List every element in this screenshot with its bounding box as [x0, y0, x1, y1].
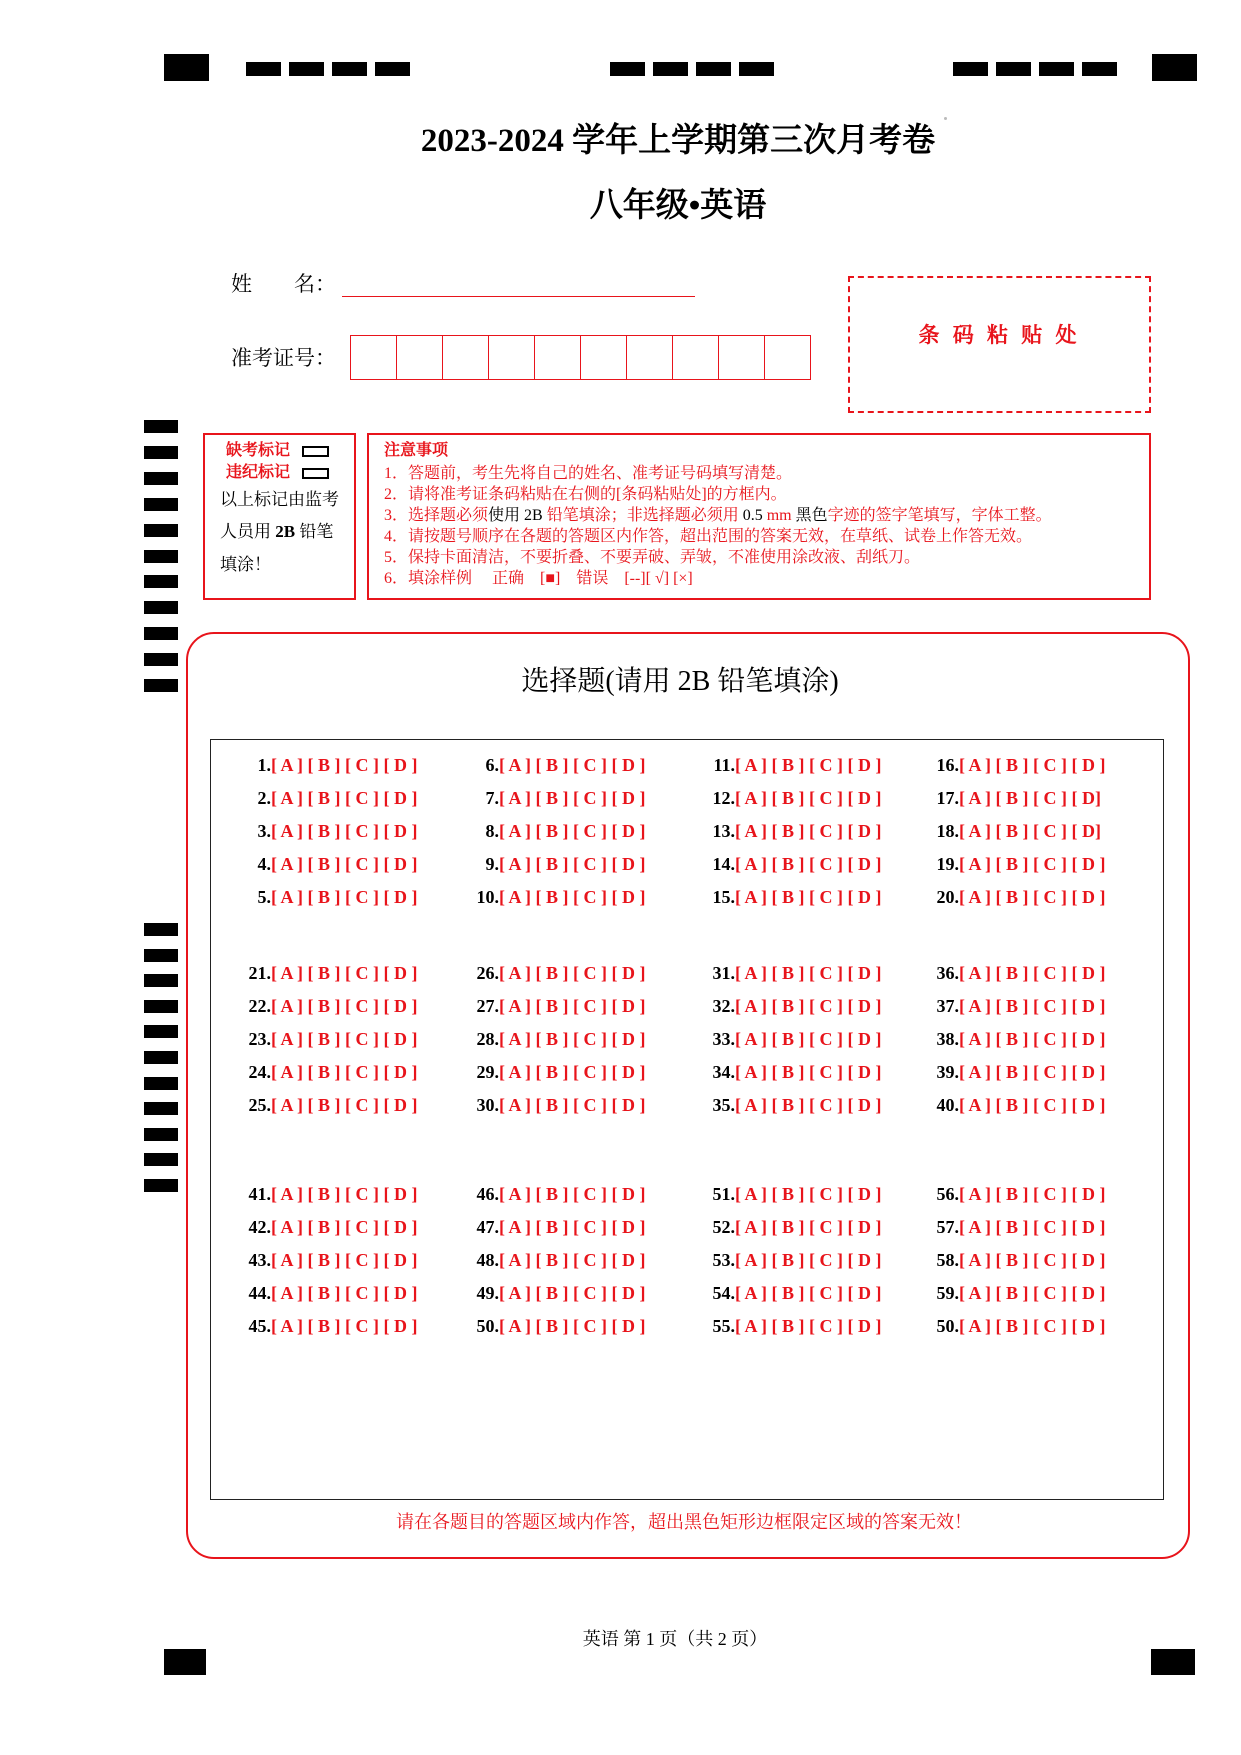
exam-number-box: [443, 335, 489, 380]
mark-note-line: 填涂！: [220, 555, 271, 574]
question-item: [225, 1282, 417, 1304]
answer-options: [ A ] [ B ] [ C ] [ D ]: [499, 1184, 646, 1204]
question-item: [689, 962, 881, 984]
barcode-label: 条 码 粘 贴 处: [918, 323, 1081, 347]
answer-options: [ A ] [ B ] [ C ] [ D ]: [499, 1250, 646, 1270]
question-item: [689, 787, 881, 809]
answer-options: [ A ] [ B ] [ C ] [ D ]: [959, 1184, 1106, 1204]
answer-options: [ A ] [ B ] [ C ] [ D ]: [735, 1062, 882, 1082]
answer-options: [ A ] [ B ] [ C ] [ D ]: [735, 996, 882, 1016]
question-item: [453, 1183, 645, 1205]
question-number: 30.: [476, 1095, 499, 1115]
side-timing-mark: [144, 679, 178, 692]
top-dash-mark: [953, 62, 988, 76]
question-number: 13.: [712, 821, 735, 841]
side-timing-mark: [144, 550, 178, 563]
question-number: 7.: [485, 788, 499, 808]
note-text: 0.5: [742, 507, 763, 524]
answer-options: [ A ] [ B ] [ C ] [ D ]: [959, 1217, 1106, 1237]
question-item: [225, 1216, 417, 1238]
page-footer: 英语 第 1 页（共 2 页）: [582, 1629, 768, 1649]
question-item: [225, 1094, 417, 1116]
side-timing-mark: [144, 1051, 178, 1064]
question-item: [913, 1282, 1105, 1304]
question-number: 21.: [248, 963, 271, 983]
question-item: [913, 1315, 1105, 1337]
answer-options: [ A ] [ B ] [ C ] [ D ]: [735, 1217, 882, 1237]
corner-block-bottom-right: [1151, 1649, 1195, 1675]
question-number: 36.: [936, 963, 959, 983]
question-item: [689, 1216, 881, 1238]
question-item: [453, 1282, 645, 1304]
side-timing-mark: [144, 1102, 178, 1115]
answer-options: [ A ] [ B ] [ C ] [ D ]: [499, 755, 646, 775]
question-number: 11.: [713, 755, 735, 775]
mark-note-pencil: 2B: [275, 522, 296, 541]
note-line-2: 2．请将准考证条码粘贴在右侧的[条码粘贴处]的方框内。: [384, 486, 787, 503]
question-number: 5.: [257, 887, 271, 907]
question-number: 31.: [712, 963, 735, 983]
answer-options: [ A ] [ B ] [ C ] [ D ]: [271, 1062, 418, 1082]
exam-number-box: [535, 335, 581, 380]
mark-note-text: 人员用: [220, 522, 276, 541]
note-text: 铅笔填涂；非选择题必须用: [542, 507, 743, 524]
corner-block-top-right: [1152, 54, 1197, 81]
side-timing-mark: [144, 1153, 178, 1166]
question-item: [913, 1061, 1105, 1083]
name-underline: [342, 296, 695, 297]
question-number: 56.: [936, 1184, 959, 1204]
question-item: [689, 1249, 881, 1271]
question-item: [689, 1061, 881, 1083]
side-timing-mark: [144, 627, 178, 640]
answer-options: [ A ] [ B ] [ C ] [ D ]: [271, 1095, 418, 1115]
absent-label: 缺考标记: [226, 442, 291, 459]
question-item: [225, 886, 417, 908]
answer-options: [ A ] [ B ] [ C ] [ D ]: [959, 1062, 1106, 1082]
answer-options: [ A ] [ B ] [ C ] [ D ]: [271, 1184, 418, 1204]
side-timing-mark: [144, 1128, 178, 1141]
note-text: 3．选择题必须: [384, 507, 489, 524]
note-line-5: 5．保持卡面清洁，不要折叠、不要弄破、弄皱，不准使用涂改液、刮纸刀。: [384, 549, 921, 566]
answer-options: [ A ] [ B ] [ C ] [ D ]: [271, 755, 418, 775]
question-number: 26.: [476, 963, 499, 983]
barcode-area: [848, 276, 1151, 413]
question-item: [453, 886, 645, 908]
side-timing-mark: [144, 575, 178, 588]
exam-number-box: [673, 335, 719, 380]
corner-block-bottom-left: [164, 1649, 206, 1675]
question-number: 18.: [936, 821, 959, 841]
answer-options: [ A ] [ B ] [ C ] [ D ]: [271, 1029, 418, 1049]
answer-options: [ A ] [ B ] [ C ] [ D ]: [959, 755, 1106, 775]
question-item: [225, 1061, 417, 1083]
question-number: 46.: [476, 1184, 499, 1204]
question-item: [913, 1094, 1105, 1116]
question-number: 33.: [712, 1029, 735, 1049]
top-dash-mark: [696, 62, 731, 76]
answer-options: [ A ] [ B ] [ C ] [ D ]: [271, 788, 418, 808]
answer-options: [ A ] [ B ] [ C ] [ D ]: [735, 1184, 882, 1204]
answer-options: [ A ] [ B ] [ C ] [ D ]: [735, 1283, 882, 1303]
question-item: [453, 1249, 645, 1271]
top-dash-mark: [375, 62, 410, 76]
question-number: 15.: [712, 887, 735, 907]
answer-options: [ A ] [ B ] [ C ] [ D ]: [959, 887, 1106, 907]
question-item: [453, 1061, 645, 1083]
question-number: 17.: [936, 788, 959, 808]
exam-number-boxes: [350, 335, 811, 380]
question-item: [689, 1094, 881, 1116]
question-number: 35.: [712, 1095, 735, 1115]
exam-number-box: [581, 335, 627, 380]
note-line-3: [384, 506, 1052, 526]
top-dash-mark: [289, 62, 324, 76]
side-timing-mark: [144, 1025, 178, 1038]
question-number: 52.: [712, 1217, 735, 1237]
corner-block-top-left: [164, 54, 209, 81]
answer-options: [ A ] [ B ] [ C ] [ D ]: [499, 1283, 646, 1303]
exam-number-box: [765, 335, 811, 380]
question-number: 20.: [936, 887, 959, 907]
top-dash-mark: [246, 62, 281, 76]
note-line-6: 6．填涂样例 正确 [■] 错误 [--][ √] [×]: [384, 570, 693, 587]
exam-number-box: [719, 335, 765, 380]
question-number: 29.: [476, 1062, 499, 1082]
note-text: mm: [762, 507, 796, 524]
side-timing-mark: [144, 1077, 178, 1090]
question-item: [453, 1216, 645, 1238]
note-line-4: 4．请按题号顺序在各题的答题区内作答，超出范围的答案无效，在草纸、试卷上作答无效。: [384, 528, 1033, 545]
answer-options: [ A ] [ B ] [ C ] [ D]: [959, 821, 1101, 841]
answer-options: [ A ] [ B ] [ C ] [ D ]: [735, 1095, 882, 1115]
answer-options: [ A ] [ B ] [ C ] [ D ]: [959, 854, 1106, 874]
answer-options: [ A ] [ B ] [ C ] [ D ]: [499, 1316, 646, 1336]
violation-mark-rect: [302, 468, 329, 479]
question-number: 27.: [476, 996, 499, 1016]
question-number: 10.: [476, 887, 499, 907]
side-timing-mark: [144, 601, 178, 614]
top-dash-mark: [996, 62, 1031, 76]
question-item: [225, 1249, 417, 1271]
answer-options: [ A ] [ B ] [ C ] [ D]: [959, 788, 1101, 808]
answer-options: [ A ] [ B ] [ C ] [ D ]: [959, 1250, 1106, 1270]
question-number: 6.: [485, 755, 499, 775]
question-number: 32.: [712, 996, 735, 1016]
side-timing-mark: [144, 923, 178, 936]
question-item: [689, 1315, 881, 1337]
answer-options: [ A ] [ B ] [ C ] [ D ]: [499, 1095, 646, 1115]
answer-options: [ A ] [ B ] [ C ] [ D ]: [735, 755, 882, 775]
question-item: [913, 1249, 1105, 1271]
answer-options: [ A ] [ B ] [ C ] [ D ]: [271, 1283, 418, 1303]
question-number: 59.: [936, 1283, 959, 1303]
side-timing-mark: [144, 472, 178, 485]
question-number: 55.: [712, 1316, 735, 1336]
top-dash-mark: [1039, 62, 1074, 76]
answer-options: [ A ] [ B ] [ C ] [ D ]: [499, 1062, 646, 1082]
question-number: 49.: [476, 1283, 499, 1303]
answer-options: [ A ] [ B ] [ C ] [ D ]: [735, 821, 882, 841]
question-number: 39.: [936, 1062, 959, 1082]
question-number: 8.: [485, 821, 499, 841]
question-number: 47.: [476, 1217, 499, 1237]
question-number: 23.: [248, 1029, 271, 1049]
question-item: [453, 853, 645, 875]
question-number: 37.: [936, 996, 959, 1016]
answer-options: [ A ] [ B ] [ C ] [ D ]: [271, 1316, 418, 1336]
answer-options: [ A ] [ B ] [ C ] [ D ]: [735, 963, 882, 983]
question-item: [689, 1282, 881, 1304]
question-item: [453, 1315, 645, 1337]
answer-options: [ A ] [ B ] [ C ] [ D ]: [959, 963, 1106, 983]
side-timing-mark: [144, 420, 178, 433]
mark-note-text: 铅笔: [295, 522, 334, 541]
question-item: [689, 995, 881, 1017]
violation-label: 违纪标记: [226, 464, 291, 481]
answer-options: [ A ] [ B ] [ C ] [ D ]: [499, 887, 646, 907]
question-item: [453, 1028, 645, 1050]
question-item: [453, 754, 645, 776]
question-item: [913, 787, 1101, 809]
answer-options: [ A ] [ B ] [ C ] [ D ]: [735, 854, 882, 874]
answer-options: [ A ] [ B ] [ C ] [ D ]: [271, 996, 418, 1016]
question-number: 22.: [248, 996, 271, 1016]
question-number: 48.: [476, 1250, 499, 1270]
question-item: [913, 853, 1105, 875]
title-dot-mark: [944, 117, 947, 120]
side-timing-mark: [144, 1179, 178, 1192]
answer-options: [ A ] [ B ] [ C ] [ D ]: [499, 821, 646, 841]
question-number: 50.: [476, 1316, 499, 1336]
answer-options: [ A ] [ B ] [ C ] [ D ]: [959, 996, 1106, 1016]
question-item: [913, 886, 1105, 908]
question-item: [225, 754, 417, 776]
question-number: 3.: [257, 821, 271, 841]
question-item: [225, 1028, 417, 1050]
question-item: [689, 754, 881, 776]
side-timing-mark: [144, 949, 178, 962]
answer-options: [ A ] [ B ] [ C ] [ D ]: [499, 1217, 646, 1237]
question-item: [689, 820, 881, 842]
answer-options: [ A ] [ B ] [ C ] [ D ]: [271, 854, 418, 874]
question-number: 1.: [257, 755, 271, 775]
absent-mark-rect: [302, 446, 329, 457]
answer-options: [ A ] [ B ] [ C ] [ D ]: [735, 1029, 882, 1049]
question-item: [453, 1094, 645, 1116]
note-text: 字迹的签字笔填写，字体工整。: [827, 507, 1052, 524]
top-dash-mark: [332, 62, 367, 76]
question-item: [225, 962, 417, 984]
question-number: 28.: [476, 1029, 499, 1049]
answer-options: [ A ] [ B ] [ C ] [ D ]: [499, 854, 646, 874]
question-item: [913, 995, 1105, 1017]
question-item: [913, 1028, 1105, 1050]
question-number: 54.: [712, 1283, 735, 1303]
question-item: [453, 962, 645, 984]
question-number: 2.: [257, 788, 271, 808]
question-item: [689, 886, 881, 908]
question-item: [913, 820, 1101, 842]
answer-options: [ A ] [ B ] [ C ] [ D ]: [271, 887, 418, 907]
question-item: [225, 1183, 417, 1205]
exam-number-box: [489, 335, 535, 380]
answer-options: [ A ] [ B ] [ C ] [ D ]: [959, 1029, 1106, 1049]
answer-options: [ A ] [ B ] [ C ] [ D ]: [499, 996, 646, 1016]
name-label: 姓 名：: [231, 272, 336, 296]
question-number: 41.: [248, 1184, 271, 1204]
answer-options: [ A ] [ B ] [ C ] [ D ]: [959, 1316, 1106, 1336]
question-number: 38.: [936, 1029, 959, 1049]
question-item: [225, 995, 417, 1017]
question-number: 25.: [248, 1095, 271, 1115]
side-timing-mark: [144, 446, 178, 459]
answer-options: [ A ] [ B ] [ C ] [ D ]: [499, 788, 646, 808]
note-text: 使用 2B: [488, 507, 543, 524]
side-timing-mark: [144, 498, 178, 511]
side-timing-mark: [144, 974, 178, 987]
question-item: [225, 820, 417, 842]
answer-options: [ A ] [ B ] [ C ] [ D ]: [271, 1217, 418, 1237]
question-number: 4.: [257, 854, 271, 874]
answer-options: [ A ] [ B ] [ C ] [ D ]: [271, 1250, 418, 1270]
answer-options: [ A ] [ B ] [ C ] [ D ]: [735, 1250, 882, 1270]
question-number: 43.: [248, 1250, 271, 1270]
question-item: [225, 787, 417, 809]
exam-title: 2023-2024 学年上学期第三次月考卷: [420, 123, 936, 159]
question-item: [689, 1028, 881, 1050]
side-timing-mark: [144, 524, 178, 537]
choice-section-title: 选择题(请用 2B 铅笔填涂): [521, 666, 839, 697]
top-dash-mark: [1082, 62, 1117, 76]
question-number: 53.: [712, 1250, 735, 1270]
question-number: 16.: [936, 755, 959, 775]
question-item: [689, 1183, 881, 1205]
question-number: 44.: [248, 1283, 271, 1303]
note-line-1: 1．答题前，考生先将自己的姓名、准考证号码填写清楚。: [384, 465, 793, 482]
question-item: [225, 853, 417, 875]
question-item: [913, 1216, 1105, 1238]
mark-note-line: [220, 521, 333, 543]
question-item: [913, 754, 1105, 776]
answer-options: [ A ] [ B ] [ C ] [ D ]: [499, 963, 646, 983]
answer-options: [ A ] [ B ] [ C ] [ D ]: [271, 963, 418, 983]
answer-options: [ A ] [ B ] [ C ] [ D ]: [271, 821, 418, 841]
question-number: 45.: [248, 1316, 271, 1336]
top-dash-mark: [610, 62, 645, 76]
question-item: [453, 995, 645, 1017]
notes-title: 注意事项: [384, 442, 449, 459]
answer-options: [ A ] [ B ] [ C ] [ D ]: [959, 1095, 1106, 1115]
question-number: 58.: [936, 1250, 959, 1270]
question-item: [453, 787, 645, 809]
exam-subtitle: 八年级•英语: [589, 188, 767, 224]
question-item: [689, 853, 881, 875]
side-timing-mark: [144, 1000, 178, 1013]
question-item: [225, 1315, 417, 1337]
question-number: 50.: [936, 1316, 959, 1336]
question-number: 12.: [712, 788, 735, 808]
exam-number-box: [351, 335, 397, 380]
answer-options: [ A ] [ B ] [ C ] [ D ]: [735, 1316, 882, 1336]
question-number: 42.: [248, 1217, 271, 1237]
side-timing-mark: [144, 653, 178, 666]
question-item: [453, 820, 645, 842]
note-text: 黑色: [795, 507, 828, 524]
question-number: 34.: [712, 1062, 735, 1082]
question-number: 51.: [712, 1184, 735, 1204]
mark-note-line: 以上标记由监考: [220, 490, 339, 509]
top-dash-mark: [739, 62, 774, 76]
answer-options: [ A ] [ B ] [ C ] [ D ]: [959, 1283, 1106, 1303]
answer-options: [ A ] [ B ] [ C ] [ D ]: [499, 1029, 646, 1049]
question-number: 57.: [936, 1217, 959, 1237]
top-dash-mark: [653, 62, 688, 76]
question-number: 19.: [936, 854, 959, 874]
answer-options: [ A ] [ B ] [ C ] [ D ]: [735, 887, 882, 907]
exam-number-label: 准考证号：: [231, 346, 336, 370]
exam-number-box: [627, 335, 673, 380]
exam-number-box: [397, 335, 443, 380]
question-item: [913, 1183, 1105, 1205]
question-item: [913, 962, 1105, 984]
answer-area-warning: 请在各题目的答题区域内作答，超出黑色矩形边框限定区域的答案无效！: [396, 1512, 972, 1532]
question-number: 9.: [485, 854, 499, 874]
question-number: 40.: [936, 1095, 959, 1115]
answer-options: [ A ] [ B ] [ C ] [ D ]: [735, 788, 882, 808]
question-number: 24.: [248, 1062, 271, 1082]
question-number: 14.: [712, 854, 735, 874]
